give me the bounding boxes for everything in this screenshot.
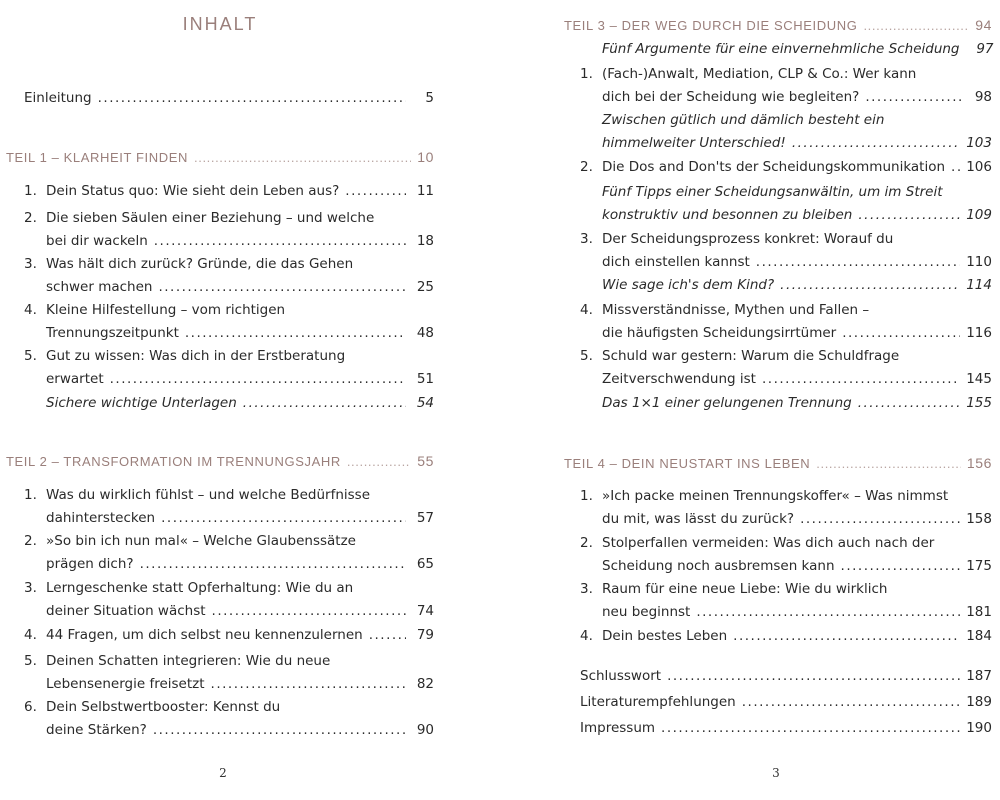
entry-number	[580, 109, 602, 155]
leader-dots	[742, 691, 960, 714]
page-number: 116	[966, 325, 992, 341]
toc-entry-einleitung[interactable]	[24, 87, 434, 110]
leader-dots	[158, 276, 406, 299]
page-number: 184	[966, 628, 992, 644]
toc-entry-box[interactable]	[24, 392, 434, 415]
toc-entry[interactable]	[580, 63, 992, 109]
toc-entry[interactable]	[580, 578, 992, 624]
entry-title-line1: Stolperfallen vermeiden: Was dich auch nach der	[602, 535, 935, 551]
leader-dots	[98, 87, 406, 110]
leader-dots	[667, 665, 960, 688]
entry-title-line2: Lebensenergie freisetzt	[46, 676, 205, 692]
entry-title: Einleitung	[24, 90, 92, 106]
leader-dots	[661, 717, 960, 740]
entry-title-line1: Die sieben Säulen einer Beziehung – und welche	[46, 210, 375, 226]
toc-entry-schlusswort[interactable]	[580, 665, 992, 688]
leader-dots	[865, 86, 964, 109]
page-number: 97	[976, 41, 994, 57]
page-number: 18	[416, 233, 434, 249]
toc-entry[interactable]	[580, 299, 992, 345]
entry-number: 5.	[580, 348, 593, 364]
entry-title-line2: die häufigsten Scheidungsirrtümer	[602, 325, 837, 341]
part-heading-4[interactable]	[564, 455, 992, 471]
part-heading-1[interactable]	[6, 149, 434, 165]
entry-title: Sichere wichtige Unterlagen	[46, 395, 237, 411]
entry-title: 44 Fragen, um dich selbst neu kennenzulernen	[46, 627, 363, 643]
entry-title-line1: Was hält dich zurück? Gründe, die das Gehen	[46, 256, 354, 272]
leader-dots	[858, 392, 961, 415]
entry-title-line2: dich einstellen kannst	[602, 254, 750, 270]
entry-title: Dein bestes Leben	[602, 628, 728, 644]
page-number: 51	[416, 371, 434, 387]
leader-dots	[800, 508, 960, 531]
page-number: 90	[416, 722, 434, 738]
entry-number	[580, 392, 602, 415]
page-number: 106	[966, 159, 992, 175]
page-number: 5	[425, 90, 434, 106]
entry-number: 6.	[24, 699, 37, 715]
page-folio-left: 2	[219, 766, 227, 780]
entry-title-line2: Trennungszeitpunkt	[46, 325, 179, 341]
entry-title: Literaturempfehlungen	[580, 694, 736, 710]
toc-entry[interactable]	[24, 696, 434, 742]
toc-entry[interactable]	[24, 530, 434, 576]
page-number: 145	[966, 371, 992, 387]
leader-dots	[858, 204, 960, 227]
entry-number: 2.	[24, 210, 37, 226]
entry-title-line2: himmelweiter Unterschied!	[602, 135, 786, 151]
leader-dots	[243, 392, 406, 415]
page-number: 74	[416, 603, 434, 619]
entry-number	[580, 274, 602, 297]
toc-entry-literatur[interactable]	[580, 691, 992, 714]
toc-entry[interactable]	[580, 228, 992, 274]
leader-dots	[792, 132, 960, 155]
part-page-number: 156	[966, 455, 992, 471]
leader-dots	[816, 456, 961, 471]
entry-title-line1: Deinen Schatten integrieren: Wie du neue	[46, 653, 331, 669]
leader-dots	[110, 368, 406, 391]
page-number: 187	[966, 668, 992, 684]
toc-entry[interactable]	[24, 207, 434, 253]
entry-title-line2: deiner Situation wächst	[46, 603, 206, 619]
entry-title-line2: bei dir wackeln	[46, 233, 148, 249]
page-number: 82	[416, 676, 434, 692]
entry-number: 2.	[24, 533, 37, 549]
part-title: TEIL 4 – DEIN NEUSTART INS LEBEN	[564, 456, 811, 471]
part-page-number: 55	[417, 453, 434, 469]
entry-title: Das 1×1 einer gelungenen Trennung	[602, 395, 852, 411]
toc-entry[interactable]	[24, 624, 434, 647]
entry-number: 3.	[24, 580, 37, 596]
toc-entry-box[interactable]	[580, 38, 992, 61]
leader-dots	[951, 156, 960, 179]
page-number: 25	[416, 279, 434, 295]
entry-title-line1: »So bin ich nun mal« – Welche Glaubenssätze	[46, 533, 356, 549]
right-page	[560, 0, 1000, 800]
entry-number: 3.	[24, 256, 37, 272]
leader-dots	[154, 230, 406, 253]
part-heading-2[interactable]	[6, 453, 434, 469]
entry-title-line1: Kleine Hilfestellung – vom richtigen	[46, 302, 286, 318]
entry-title-line1: Dein Selbstwertbooster: Kennst du	[46, 699, 281, 715]
leader-dots	[153, 719, 406, 742]
page-number: 190	[966, 720, 992, 736]
entry-title-line2: konstruktiv und besonnen zu bleiben	[602, 207, 853, 223]
entry-title-line2: Scheidung noch ausbremsen kann	[602, 558, 835, 574]
toc-entry[interactable]	[24, 253, 434, 299]
page-number: 155	[966, 395, 992, 411]
entry-number: 4.	[580, 628, 593, 644]
page-number: 65	[416, 556, 434, 572]
page-number: 175	[966, 558, 992, 574]
page-number: 110	[966, 254, 992, 270]
leader-dots	[841, 555, 961, 578]
entry-title-line2: Zeitverschwendung ist	[602, 371, 756, 387]
entry-number: 4.	[24, 627, 37, 643]
page-number: 11	[416, 183, 434, 199]
entry-title-line1: Missverständnisse, Mythen und Fallen –	[602, 302, 870, 318]
page-number: 79	[416, 627, 434, 643]
toc-entry-impressum[interactable]	[580, 717, 992, 740]
leader-dots	[211, 673, 406, 696]
toc-entry[interactable]	[580, 156, 992, 179]
toc-entry-box[interactable]	[580, 181, 992, 227]
entry-title: Schlusswort	[580, 668, 662, 684]
entry-title: Fünf Argumente für eine einvernehmliche Scheidung	[602, 41, 960, 57]
toc-entry-box[interactable]	[580, 392, 992, 415]
entry-number: 4.	[24, 302, 37, 318]
leader-dots	[194, 150, 411, 165]
entry-title-line1: Schuld war gestern: Warum die Schuldfrage	[602, 348, 900, 364]
leader-dots	[347, 454, 411, 469]
entry-number: 1.	[580, 488, 593, 504]
entry-number: 1.	[580, 66, 593, 82]
toc-entry[interactable]	[580, 485, 992, 531]
entry-number	[580, 38, 602, 61]
page-number: 103	[966, 135, 992, 151]
part-page-number: 10	[417, 149, 434, 165]
entry-number: 2.	[580, 159, 593, 175]
leader-dots	[185, 322, 406, 345]
entry-title-line1: Der Scheidungsprozess konkret: Worauf du	[602, 231, 894, 247]
entry-title-line1: Raum für eine neue Liebe: Wie du wirklich	[602, 581, 888, 597]
entry-number: 2.	[580, 535, 593, 551]
leader-dots	[212, 600, 406, 623]
toc-entry[interactable]	[580, 625, 992, 648]
toc-entry-box[interactable]	[580, 274, 992, 297]
leader-dots	[780, 274, 960, 297]
leader-dots	[733, 625, 960, 648]
entry-title: Die Dos and Don'ts der Scheidungskommunikation	[602, 159, 946, 175]
entry-title-line1: Was du wirklich fühlst – und welche Bedürfnisse	[46, 487, 371, 503]
entry-title-line1: Zwischen gütlich und dämlich besteht ein	[602, 112, 885, 128]
page-number: 114	[966, 277, 992, 293]
entry-number: 1.	[24, 487, 37, 503]
entry-title-line1: »Ich packe meinen Trennungskoffer« – Was nimmst	[602, 488, 949, 504]
entry-title: Dein Status quo: Wie sieht dein Leben aus?	[46, 183, 340, 199]
part-title: TEIL 1 – KLARHEIT FINDEN	[6, 150, 189, 165]
leader-dots	[345, 180, 406, 203]
entry-number: 1.	[24, 183, 37, 199]
page-number: 181	[966, 604, 992, 620]
entry-title-line1: Gut zu wissen: Was dich in der Erstberatung	[46, 348, 346, 364]
leader-dots	[140, 553, 406, 576]
leader-dots	[696, 601, 960, 624]
toc-entry[interactable]	[580, 532, 992, 578]
page-folio-right: 3	[772, 766, 780, 780]
entry-title: Wie sage ich's dem Kind?	[602, 277, 775, 293]
page-number: 189	[966, 694, 992, 710]
page-number: 109	[966, 207, 992, 223]
toc-entry-box[interactable]	[580, 109, 992, 155]
leader-dots	[762, 368, 960, 391]
part-page-number: 94	[975, 17, 992, 33]
part-heading-3[interactable]	[564, 17, 992, 33]
page-number: 158	[966, 511, 992, 527]
entry-title-line2: du mit, was lässt du zurück?	[602, 511, 795, 527]
leader-dots	[161, 507, 406, 530]
entry-number: 4.	[580, 302, 593, 318]
toc-entry[interactable]	[24, 299, 434, 345]
part-title: TEIL 2 – TRANSFORMATION IM TRENNUNGSJAHR	[6, 454, 341, 469]
leader-dots	[756, 251, 960, 274]
entry-title-line2: dich bei der Scheidung wie begleiten?	[602, 89, 860, 105]
entry-title-line1: (Fach-)Anwalt, Mediation, CLP & Co.: Wer kann	[602, 66, 917, 82]
toc-entry[interactable]	[24, 345, 434, 391]
leader-dots	[842, 322, 960, 345]
entry-number: 3.	[580, 581, 593, 597]
entry-title-line2: schwer machen	[46, 279, 153, 295]
entry-number	[24, 392, 46, 415]
entry-title-line2: erwartet	[46, 371, 104, 387]
toc-entry[interactable]	[24, 484, 434, 530]
entry-number	[580, 181, 602, 227]
entry-number: 5.	[24, 348, 37, 364]
toc-entry[interactable]	[580, 345, 992, 391]
entry-title-line1: Fünf Tipps einer Scheidungsanwältin, um im Streit	[602, 184, 943, 200]
toc-entry[interactable]	[24, 577, 434, 623]
entry-title-line2: prägen dich?	[46, 556, 134, 572]
toc-title: INHALT	[182, 14, 258, 34]
entry-title-line2: neu beginnst	[602, 604, 691, 620]
entry-title-line2: deine Stärken?	[46, 722, 147, 738]
entry-number: 5.	[24, 653, 37, 669]
entry-number: 3.	[580, 231, 593, 247]
part-title: TEIL 3 – DER WEG DURCH DIE SCHEIDUNG	[564, 18, 858, 33]
entry-title-line2: dahinterstecken	[46, 510, 156, 526]
leader-dots	[863, 18, 969, 33]
leader-dots	[369, 624, 406, 647]
page-number: 98	[974, 89, 992, 105]
entry-title: Impressum	[580, 720, 656, 736]
toc-entry[interactable]	[24, 650, 434, 696]
page-number: 57	[416, 510, 434, 526]
page-number: 48	[416, 325, 434, 341]
entry-title-line1: Lerngeschenke statt Opferhaltung: Wie du an	[46, 580, 354, 596]
toc-entry[interactable]	[24, 180, 434, 203]
page-number: 54	[416, 395, 434, 411]
